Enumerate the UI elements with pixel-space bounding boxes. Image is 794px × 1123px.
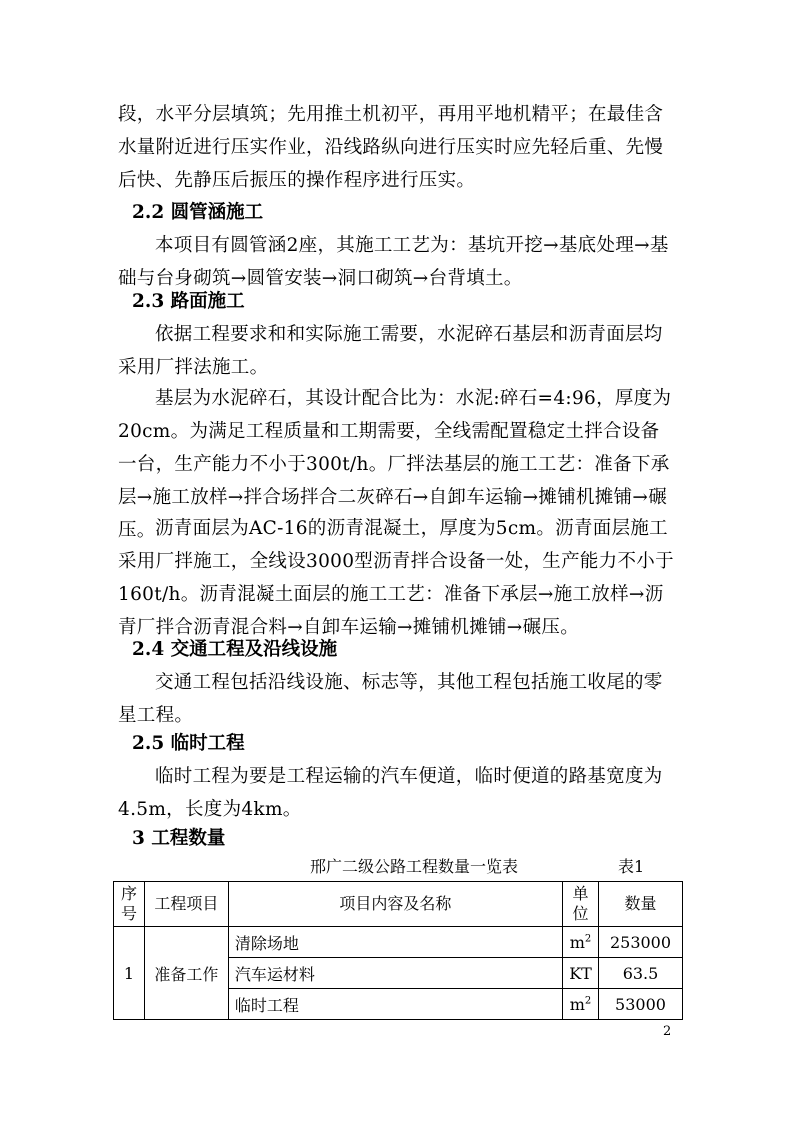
paragraph-base-layer: 基层为水泥碎石，其设计配合比为：水泥:碎石=4:96，厚度为20cm。为满足工程质量和工期需要，全线需配置稳定土拌合设备一台，生产能力不小于300t/h。厂拌法基层的施工工艺：准备下承层→施工放样→拌合场拌合二灰碎石→自卸车运输→摊铺机摊铺→碾压。 — [118, 388, 672, 541]
row-unit: KT — [563, 958, 599, 989]
header-qty: 数量 — [599, 882, 683, 927]
row-qty: 253000 — [599, 927, 683, 958]
row-unit: $m^2$ — [563, 927, 599, 958]
row-qty: 53000 — [599, 989, 683, 1020]
header-seq: 序号 — [114, 882, 145, 927]
header-content: 项目内容及名称 — [228, 882, 562, 927]
page-number: 2 — [663, 1024, 672, 1039]
table-row — [114, 927, 683, 958]
group-item: 准备工作 — [144, 927, 228, 1020]
table-caption — [118, 853, 680, 881]
table-header-row — [114, 882, 683, 927]
row-content: 汽车运材料 — [228, 958, 562, 989]
header-item: 工程项目 — [144, 882, 228, 927]
row-unit: $m^2$ — [563, 989, 599, 1020]
quantity-table — [113, 881, 683, 1020]
paragraph-culvert: 本项目有圆管涵2座，其施工工艺为：基坑开挖→基底处理→基础与台身砌筑→圆管安装→洞口砌筑→台背填土。 — [118, 235, 669, 289]
paragraph-earthwork-end: 段，水平分层填筑；先用推土机初平，再用平地机精平；在最佳含水量附近进行压实作业，沿线路纵向进行压实时应先轻后重、先慢后快、先静压后振压的操作程序进行压实。 — [118, 104, 664, 191]
paragraph-temporary-works: 临时工程为要是工程运输的汽车便道，临时便道的路基宽度为4.5m，长度为4km。 — [118, 766, 663, 820]
section-heading-2-4: 2.4 交通工程及沿线设施 — [132, 639, 338, 660]
row-content: 临时工程 — [228, 989, 562, 1020]
section-heading-3: 3 工程数量 — [132, 828, 226, 849]
group-seq: 1 — [114, 927, 145, 1020]
header-unit: 单位 — [563, 882, 599, 927]
section-heading-2-5: 2.5 临时工程 — [132, 733, 245, 754]
paragraph-pavement-method: 依据工程要求和和实际施工需要，水泥碎石基层和沥青面层均采用厂拌法施工。 — [118, 324, 663, 378]
section-heading-2-2: 2.2 圆管涵施工 — [132, 202, 264, 223]
paragraph-traffic-engineering: 交通工程包括沿线设施、标志等，其他工程包括施工收尾的零星工程。 — [118, 672, 663, 726]
table-number: 表1 — [618, 857, 645, 876]
row-qty: 63.5 — [599, 958, 683, 989]
table-title: 邢广二级公路工程数量一览表 — [310, 857, 519, 876]
row-content: 清除场地 — [228, 927, 562, 958]
paragraph-asphalt-layer: 沥青面层为AC-16的沥青混凝土，厚度为5cm。沥青面层施工采用厂拌施工，全线设3000型沥青拌合设备一处，生产能力不小于160t/h。沥青混凝土面层的施工工艺：准备下承层→施工放样→沥青厂拌合沥青混合料→自卸车运输→摊铺机摊铺→碾压。 — [118, 518, 674, 638]
section-heading-2-3: 2.3 路面施工 — [132, 291, 245, 312]
